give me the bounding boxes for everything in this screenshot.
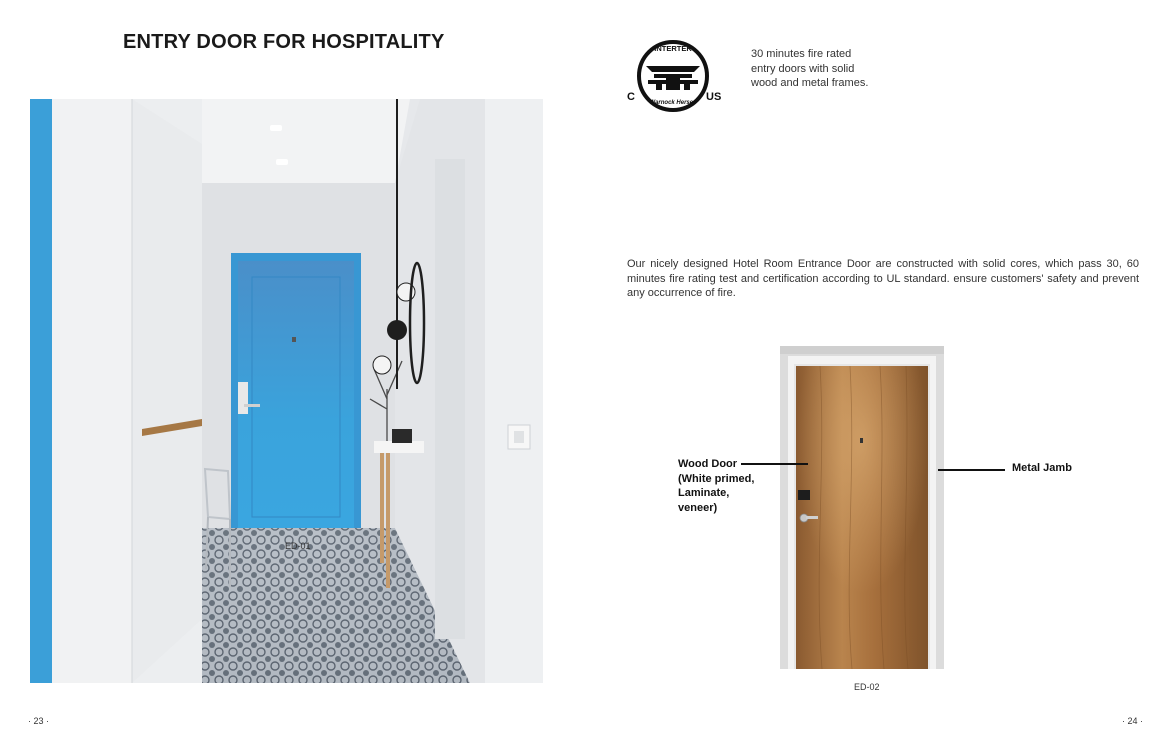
intertek-warnock-hersey-logo	[626, 38, 726, 114]
wood-door-callout-line-4: veneer)	[678, 501, 718, 514]
wood-door-leader-line	[741, 463, 808, 465]
page-number-right: · 24 ·	[1122, 716, 1144, 726]
hallway-photo	[30, 99, 543, 683]
fire-rating-text: 30 minutes fire rated entry doors with solid wood and metal frames.	[751, 48, 869, 89]
wood-door-callout-line-1: Wood Door	[678, 458, 738, 470]
product-description: Our nicely designed Hotel Room Entrance Door are constructed with solid cores, which pass 30, 60 minutes fire rating test and certification according to UL standard. ensure customers' safety and prevent any occurrence of fire.	[627, 258, 1139, 299]
page-number-left: · 23 ·	[28, 716, 50, 726]
logo-right-text: US	[706, 91, 722, 103]
image-caption-ed-01: ED-01	[285, 541, 311, 551]
wood-door-photo	[780, 346, 944, 669]
page-title: ENTRY DOOR FOR HOSPITALITY	[123, 31, 445, 53]
logo-bottom-text: Warnock Hersey	[649, 100, 697, 106]
wood-door-callout-line-3: Laminate,	[678, 487, 730, 499]
wood-door-callout-line-2: (White primed,	[678, 472, 755, 485]
metal-jamb-leader-line	[938, 469, 1005, 471]
image-caption-ed-02: ED-02	[854, 682, 880, 692]
logo-top-text: INTERTEK	[654, 44, 692, 53]
logo-left-text: C	[627, 91, 635, 103]
wood-door-callout	[678, 457, 788, 515]
metal-jamb-callout: Metal Jamb	[1012, 462, 1072, 474]
